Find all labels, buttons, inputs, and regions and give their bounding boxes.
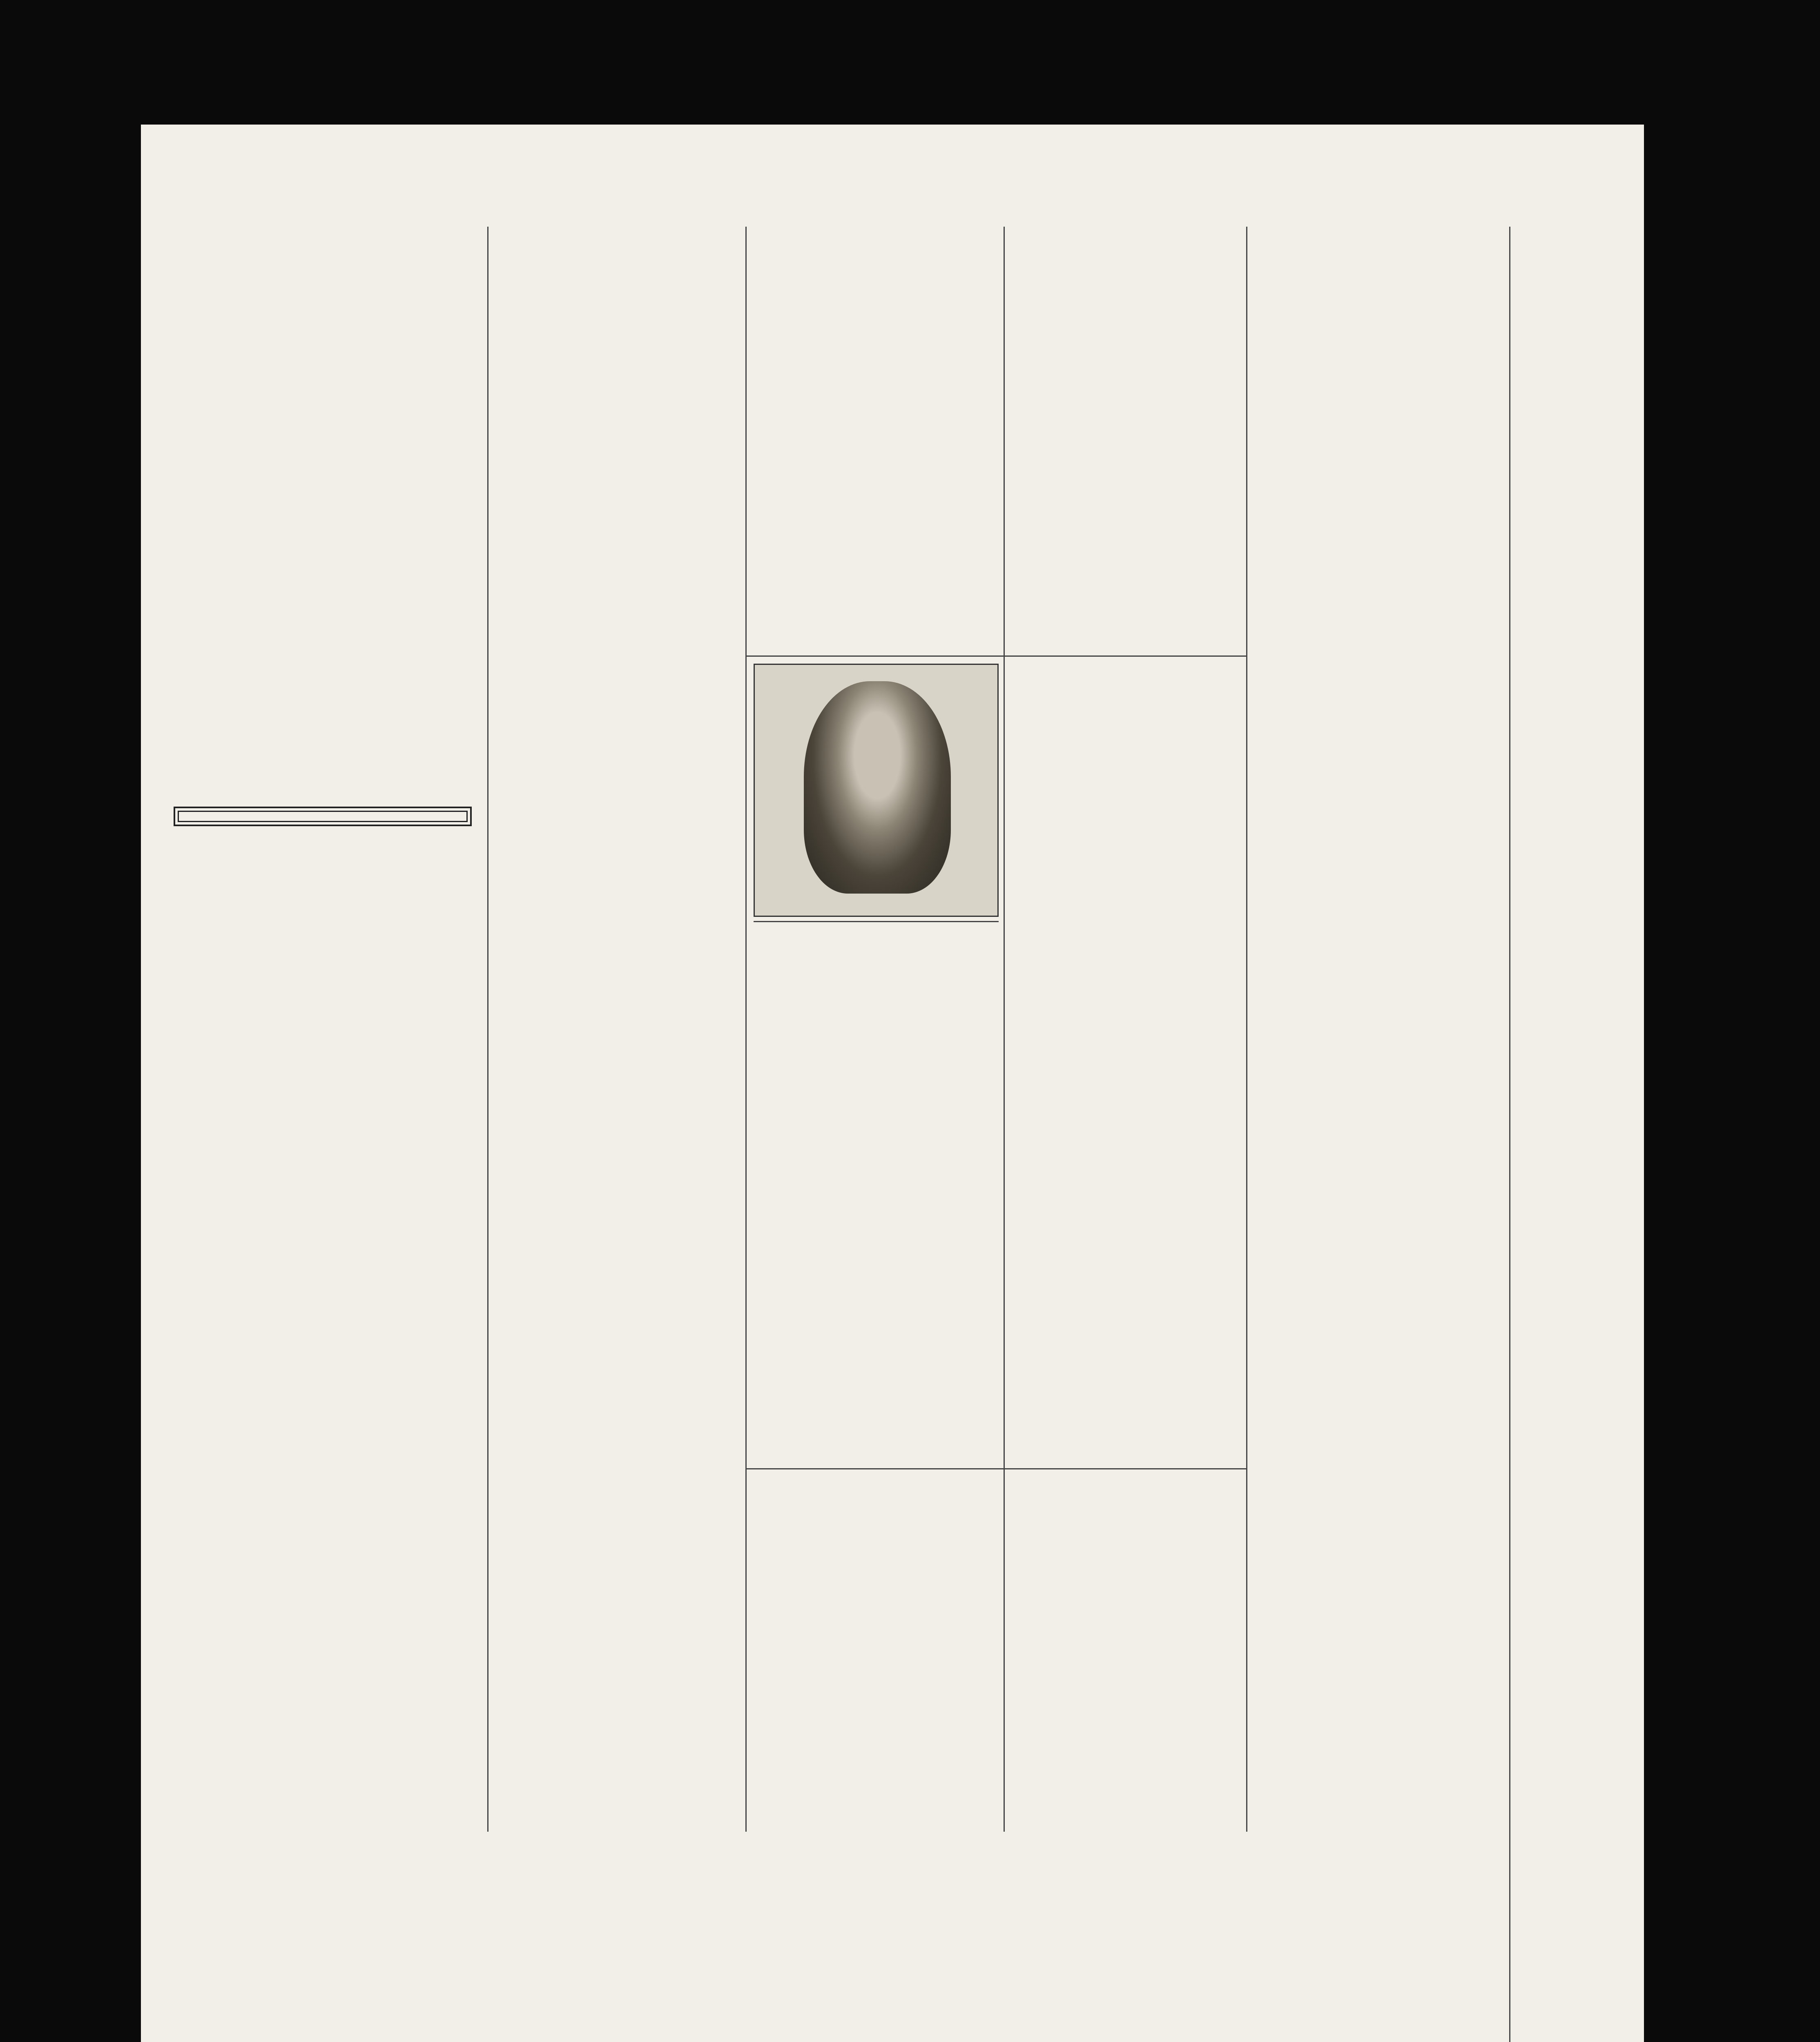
portrait-figure xyxy=(804,681,951,894)
dominion-news-column xyxy=(165,803,480,1811)
dominion-news-heading xyxy=(174,807,472,826)
column-rule xyxy=(1246,227,1247,1832)
column-4 xyxy=(1011,664,1242,1464)
governor-general-headline-block xyxy=(165,223,741,361)
section-rule xyxy=(745,1468,1246,1469)
nellie-mcclung-photo xyxy=(754,664,999,917)
spacer xyxy=(1254,223,1505,631)
governor-article-col1 xyxy=(165,370,480,790)
column-rule xyxy=(487,227,488,1832)
column-2 xyxy=(496,370,739,1811)
de-valera-article xyxy=(754,1474,1240,1811)
section-rule xyxy=(745,655,1246,657)
comradeship-article xyxy=(754,223,1240,647)
newspaper-page xyxy=(141,125,1644,2042)
column-rule xyxy=(1509,227,1510,2042)
column-3 xyxy=(754,664,999,1464)
section-rule xyxy=(754,921,999,922)
column-rule xyxy=(745,227,747,1832)
